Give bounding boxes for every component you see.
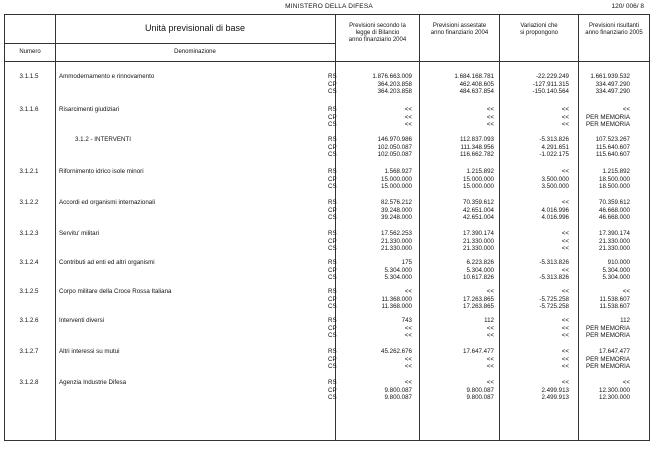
value-legge-2004: 5.304.000 bbox=[384, 266, 412, 274]
page-number: 120/ 006/ 8 bbox=[611, 3, 644, 10]
value-variazioni: -5.313.826 bbox=[539, 136, 569, 143]
value-assestate-2004: << bbox=[486, 113, 494, 121]
value-legge-2004: << bbox=[404, 113, 412, 121]
table-title: Unità previsionali di base bbox=[144, 23, 246, 33]
value-assestate-2004: << bbox=[486, 379, 494, 386]
row-number: 3.1.1.5 bbox=[19, 73, 39, 80]
row-denominazione: Agenzia Industrie Difesa bbox=[59, 379, 127, 386]
account-type: CS bbox=[328, 303, 337, 311]
value-risultanti-2005: PER MEMORIA bbox=[585, 113, 630, 121]
value-risultanti-2005: 11.538.607 bbox=[599, 303, 630, 311]
value-legge-2004: 175 bbox=[401, 259, 412, 266]
value-variazioni: 4.016.996 bbox=[541, 206, 569, 214]
value-variazioni: << bbox=[561, 230, 569, 237]
value-assestate-2004: << bbox=[486, 106, 494, 113]
account-type: CP bbox=[328, 237, 337, 245]
value-assestate-2004: << bbox=[486, 288, 494, 295]
value-variazioni: 2.499.913 bbox=[541, 394, 569, 402]
row-denominazione: Altri interessi su mutui bbox=[59, 348, 120, 355]
value-assestate-2004: 15.000.000 bbox=[463, 175, 494, 183]
value-risultanti-2005: 115.640.607 bbox=[596, 143, 630, 151]
value-legge-2004: 21.330.000 bbox=[381, 245, 412, 253]
value-variazioni: << bbox=[561, 237, 569, 245]
value-assestate-2004: 9.800.087 bbox=[466, 394, 494, 402]
value-risultanti-2005: 334.497.290 bbox=[595, 80, 630, 88]
row-number: 3.1.2.5 bbox=[19, 288, 39, 295]
value-risultanti-2005: 70.359.612 bbox=[599, 199, 630, 206]
value-legge-2004: 11.368.000 bbox=[381, 303, 412, 311]
value-assestate-2004: 21.330.000 bbox=[463, 237, 494, 245]
account-type: RS bbox=[328, 168, 337, 175]
account-type: CS bbox=[328, 151, 337, 159]
value-assestate-2004: 6.223.826 bbox=[466, 259, 494, 266]
value-risultanti-2005: 46.668.000 bbox=[599, 214, 630, 222]
account-type: RS bbox=[328, 317, 337, 324]
value-legge-2004: << bbox=[404, 332, 412, 340]
value-variazioni: -1.022.175 bbox=[539, 151, 569, 159]
value-assestate-2004: 17.263.865 bbox=[463, 295, 494, 303]
column-header-previsioni-legge: Previsioni secondo la legge di Bilancio anno finanziario 2004 bbox=[348, 23, 407, 44]
value-legge-2004: 102.050.087 bbox=[377, 143, 412, 151]
row-number: 3.1.2.6 bbox=[19, 317, 39, 324]
value-variazioni: << bbox=[561, 379, 569, 386]
account-type: RS bbox=[328, 106, 337, 113]
value-legge-2004: << bbox=[404, 355, 412, 363]
value-variazioni: << bbox=[561, 266, 569, 274]
value-variazioni: << bbox=[561, 363, 569, 371]
value-risultanti-2005: 18.500.000 bbox=[599, 183, 630, 191]
value-variazioni: -5.725.258 bbox=[539, 295, 569, 303]
value-variazioni: << bbox=[561, 324, 569, 332]
value-risultanti-2005: 17.390.174 bbox=[599, 230, 630, 237]
value-legge-2004: 1.568.927 bbox=[384, 168, 412, 175]
value-legge-2004: 39.248.000 bbox=[381, 214, 412, 222]
row-denominazione: Servitu' militari bbox=[59, 230, 100, 237]
value-variazioni: 3.500.000 bbox=[541, 175, 569, 183]
value-legge-2004: 9.800.087 bbox=[384, 394, 412, 402]
value-risultanti-2005: PER MEMORIA bbox=[585, 121, 630, 129]
row-denominazione: Rifornimento idrico isole minori bbox=[59, 168, 144, 175]
value-legge-2004: << bbox=[404, 288, 412, 295]
value-legge-2004: 9.800.087 bbox=[384, 386, 412, 394]
account-type: CP bbox=[328, 206, 337, 214]
header-bottom-rule bbox=[5, 61, 649, 62]
value-risultanti-2005: PER MEMORIA bbox=[585, 324, 630, 332]
value-assestate-2004: 484.637.854 bbox=[459, 88, 494, 96]
value-assestate-2004: 42.651.004 bbox=[463, 206, 494, 214]
column-header-variazioni: Variazioni che si propongono bbox=[519, 23, 559, 37]
value-variazioni: -22.229.249 bbox=[535, 73, 569, 80]
value-risultanti-2005: 334.497.290 bbox=[595, 88, 630, 96]
column-header-previsioni-risultanti: Previsioni risultanti anno finanziario 2005 bbox=[585, 23, 643, 37]
value-risultanti-2005: PER MEMORIA bbox=[585, 355, 630, 363]
value-variazioni: << bbox=[561, 199, 569, 206]
value-assestate-2004: << bbox=[486, 324, 494, 332]
row-denominazione: Corpo militare della Croce Rossa Italiana bbox=[59, 288, 172, 295]
budget-table bbox=[4, 14, 650, 441]
value-assestate-2004: 10.617.826 bbox=[463, 274, 494, 282]
column-header-numero: Numero bbox=[19, 49, 41, 55]
account-type: CP bbox=[328, 143, 337, 151]
value-variazioni: -5.313.826 bbox=[539, 259, 569, 266]
value-assestate-2004: 70.359.612 bbox=[463, 199, 494, 206]
value-assestate-2004: << bbox=[486, 332, 494, 340]
value-legge-2004: 15.000.000 bbox=[381, 175, 412, 183]
account-type: CP bbox=[328, 266, 337, 274]
value-legge-2004: 82.576.212 bbox=[381, 199, 412, 206]
value-risultanti-2005: 21.330.000 bbox=[599, 237, 630, 245]
value-variazioni: 3.500.000 bbox=[541, 183, 569, 191]
account-type: RS bbox=[328, 348, 337, 355]
value-variazioni: 2.499.913 bbox=[541, 386, 569, 394]
value-assestate-2004: 17.390.174 bbox=[463, 230, 494, 237]
row-denominazione: Accordi ed organismi internazionali bbox=[59, 199, 155, 206]
value-risultanti-2005: 11.538.607 bbox=[599, 295, 630, 303]
value-assestate-2004: 112.837.093 bbox=[460, 136, 494, 143]
value-assestate-2004: 15.000.000 bbox=[463, 183, 494, 191]
value-legge-2004: << bbox=[404, 324, 412, 332]
value-risultanti-2005: PER MEMORIA bbox=[585, 332, 630, 340]
value-risultanti-2005: 5.304.000 bbox=[602, 266, 630, 274]
account-type: RS bbox=[328, 259, 337, 266]
value-assestate-2004: 1.215.892 bbox=[466, 168, 494, 175]
value-risultanti-2005: 12.300.000 bbox=[599, 386, 630, 394]
value-assestate-2004: 1.684.168.781 bbox=[454, 73, 494, 80]
value-legge-2004: << bbox=[404, 121, 412, 129]
account-type: CP bbox=[328, 80, 337, 88]
col-rule bbox=[55, 15, 56, 440]
value-risultanti-2005: 17.647.477 bbox=[599, 348, 630, 355]
value-assestate-2004: << bbox=[486, 355, 494, 363]
value-risultanti-2005: 910.000 bbox=[607, 259, 630, 266]
value-risultanti-2005: 12.300.000 bbox=[599, 394, 630, 402]
row-denominazione: Interventi diversi bbox=[59, 317, 105, 324]
value-variazioni: << bbox=[561, 106, 569, 113]
account-type: CP bbox=[328, 355, 337, 363]
account-type: RS bbox=[328, 199, 337, 206]
value-risultanti-2005: << bbox=[622, 379, 630, 386]
row-denominazione: 3.1.2 - INTERVENTI bbox=[75, 136, 131, 143]
value-variazioni: -5.313.826 bbox=[539, 274, 569, 282]
row-denominazione: Risarcimenti giudiziari bbox=[59, 106, 120, 113]
value-variazioni: 4.016.996 bbox=[541, 214, 569, 222]
value-risultanti-2005: 107.523.267 bbox=[595, 136, 630, 143]
account-type: CP bbox=[328, 175, 337, 183]
row-denominazione: Contributi ad enti ed altri organismi bbox=[59, 259, 155, 266]
value-variazioni: -150.140.564 bbox=[532, 88, 569, 96]
account-type: RS bbox=[328, 73, 337, 80]
account-type: CS bbox=[328, 394, 337, 402]
col-rule bbox=[419, 15, 420, 440]
row-number: 3.1.2.8 bbox=[19, 379, 39, 386]
value-variazioni: << bbox=[561, 113, 569, 121]
value-legge-2004: << bbox=[404, 379, 412, 386]
account-type: CS bbox=[328, 332, 337, 340]
value-variazioni: << bbox=[561, 348, 569, 355]
account-type: CS bbox=[328, 183, 337, 191]
account-type: CS bbox=[328, 245, 337, 253]
value-risultanti-2005: 1.215.892 bbox=[602, 168, 630, 175]
header-rule bbox=[5, 43, 335, 44]
ministry-header: MINISTERO DELLA DIFESA bbox=[285, 3, 373, 10]
account-type: CS bbox=[328, 121, 337, 129]
value-assestate-2004: 462.408.605 bbox=[459, 80, 494, 88]
value-legge-2004: 21.330.000 bbox=[381, 237, 412, 245]
value-assestate-2004: 17.263.865 bbox=[463, 303, 494, 311]
column-header-denominazione: Denominazione bbox=[174, 49, 216, 55]
account-type: CS bbox=[328, 274, 337, 282]
row-number: 3.1.2.2 bbox=[19, 199, 39, 206]
value-variazioni: << bbox=[561, 332, 569, 340]
value-assestate-2004: 111.348.956 bbox=[460, 143, 494, 151]
account-type: RS bbox=[328, 136, 337, 143]
column-header-previsioni-assestate: Previsioni assestate anno finanziario 2004 bbox=[430, 23, 489, 37]
value-legge-2004: 17.562.253 bbox=[381, 230, 412, 237]
value-variazioni: << bbox=[561, 121, 569, 129]
account-type: RS bbox=[328, 288, 337, 295]
value-legge-2004: 15.000.000 bbox=[381, 183, 412, 191]
value-variazioni: << bbox=[561, 168, 569, 175]
value-legge-2004: << bbox=[404, 106, 412, 113]
value-legge-2004: 1.876.663.009 bbox=[372, 73, 412, 80]
value-risultanti-2005: << bbox=[622, 288, 630, 295]
value-variazioni: 4.291.651 bbox=[541, 143, 569, 151]
value-legge-2004: 364.203.858 bbox=[377, 88, 412, 96]
row-number: 3.1.2.1 bbox=[19, 168, 39, 175]
account-type: CP bbox=[328, 386, 337, 394]
value-assestate-2004: << bbox=[486, 363, 494, 371]
value-legge-2004: 39.248.000 bbox=[381, 206, 412, 214]
value-variazioni: << bbox=[561, 245, 569, 253]
account-type: RS bbox=[328, 379, 337, 386]
account-type: CP bbox=[328, 113, 337, 121]
account-type: CP bbox=[328, 295, 337, 303]
account-type: CS bbox=[328, 363, 337, 371]
value-assestate-2004: 42.651.004 bbox=[463, 214, 494, 222]
value-assestate-2004: 17.647.477 bbox=[463, 348, 494, 355]
value-risultanti-2005: << bbox=[622, 106, 630, 113]
row-number: 3.1.2.3 bbox=[19, 230, 39, 237]
value-risultanti-2005: 5.304.000 bbox=[602, 274, 630, 282]
row-denominazione: Ammodernamento e rinnovamento bbox=[59, 73, 155, 80]
value-legge-2004: 743 bbox=[401, 317, 412, 324]
value-risultanti-2005: 1.661.939.532 bbox=[590, 73, 630, 80]
value-assestate-2004: 116.662.782 bbox=[460, 151, 494, 159]
value-variazioni: -127.911.315 bbox=[532, 80, 569, 88]
col-rule bbox=[499, 15, 500, 440]
value-variazioni: << bbox=[561, 355, 569, 363]
value-legge-2004: 102.050.087 bbox=[377, 151, 412, 159]
value-assestate-2004: 5.304.000 bbox=[466, 266, 494, 274]
account-type: CS bbox=[328, 214, 337, 222]
value-legge-2004: 11.368.000 bbox=[381, 295, 412, 303]
value-risultanti-2005: 18.500.000 bbox=[599, 175, 630, 183]
account-type: RS bbox=[328, 230, 337, 237]
value-risultanti-2005: 112 bbox=[620, 317, 630, 324]
value-risultanti-2005: 46.668.000 bbox=[599, 206, 630, 214]
value-legge-2004: << bbox=[404, 363, 412, 371]
value-legge-2004: 5.304.000 bbox=[384, 274, 412, 282]
row-number: 3.1.2.7 bbox=[19, 348, 39, 355]
row-number: 3.1.1.6 bbox=[19, 106, 39, 113]
value-legge-2004: 45.262.676 bbox=[381, 348, 412, 355]
account-type: CP bbox=[328, 324, 337, 332]
value-risultanti-2005: 21.330.000 bbox=[599, 245, 630, 253]
value-variazioni: -5.725.258 bbox=[539, 303, 569, 311]
row-number: 3.1.2.4 bbox=[19, 259, 39, 266]
value-assestate-2004: 9.800.087 bbox=[466, 386, 494, 394]
value-variazioni: << bbox=[561, 288, 569, 295]
value-assestate-2004: 112 bbox=[484, 317, 494, 324]
value-assestate-2004: 21.330.000 bbox=[463, 245, 494, 253]
value-risultanti-2005: 115.640.607 bbox=[596, 151, 630, 159]
value-variazioni: << bbox=[561, 317, 569, 324]
value-assestate-2004: << bbox=[486, 121, 494, 129]
value-legge-2004: 364.203.858 bbox=[377, 80, 412, 88]
value-legge-2004: 146.970.986 bbox=[377, 136, 412, 143]
value-risultanti-2005: PER MEMORIA bbox=[585, 363, 630, 371]
account-type: CS bbox=[328, 88, 337, 96]
